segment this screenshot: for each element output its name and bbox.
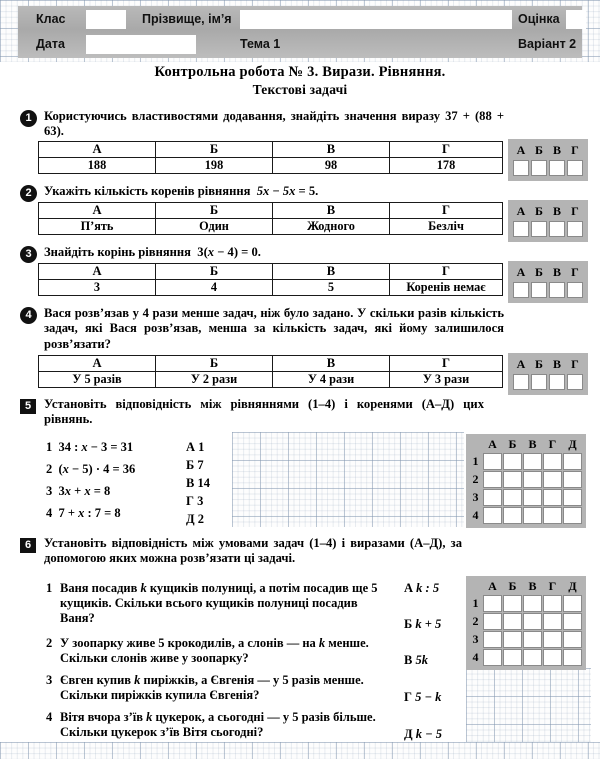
date-input[interactable] [86, 35, 196, 54]
question-2-text: Укажіть кількість коренів рівняння 5x − 5x = 5. [44, 184, 319, 198]
grid-cell[interactable] [503, 595, 522, 612]
grid-cell[interactable] [563, 453, 582, 470]
grid-col-header: Г [548, 579, 557, 593]
q5-choice-v-value: 14 [197, 476, 210, 490]
option-value[interactable]: У 5 разів [39, 372, 156, 388]
option-value[interactable]: 198 [156, 158, 273, 174]
question-1-options-table [38, 141, 503, 174]
grid-cell[interactable] [483, 489, 502, 506]
q5-choice-g [186, 494, 203, 509]
answer-header: В [552, 357, 561, 371]
grid-corner [469, 437, 482, 452]
grid-cell[interactable] [483, 453, 502, 470]
grid-cell[interactable] [503, 613, 522, 630]
grid-cell[interactable] [503, 507, 522, 524]
option-header: А [39, 264, 156, 280]
q6-problem-4-text: Вітя вчора з’їв k цукерок, а сьогодні — у 5 разів більше. Скільки цукерок з’їв Вітя сьогодні? [60, 710, 376, 740]
grid-cell[interactable] [503, 631, 522, 648]
q5-equation-4: 4 7 + x : 7 = 8 [46, 506, 121, 520]
question-2-options-table [38, 202, 503, 235]
q5-choice-b [186, 458, 204, 473]
grid-row-header: 3 [472, 632, 479, 646]
table-row [39, 280, 503, 296]
grid-row-header: 4 [472, 508, 479, 522]
q5-choice-g-value: 3 [197, 494, 204, 508]
q6-problem-2-text: У зоопарку живе 5 крокодилів, а слонів — на k менше. Скільки слонів живе у зоопарку? [60, 636, 369, 666]
q6-problem-2-num: 2 [46, 636, 53, 650]
option-header: Г [390, 203, 503, 219]
answer-header: В [552, 265, 561, 279]
option-header: В [273, 356, 390, 372]
table-row [513, 282, 583, 298]
table-row [513, 143, 583, 158]
answer-header: А [516, 357, 526, 371]
name-input[interactable] [240, 10, 512, 29]
grid-cell[interactable] [563, 471, 582, 488]
question-3-badge: 3 [20, 246, 37, 263]
grid-cell[interactable] [563, 595, 582, 612]
answer-cell[interactable] [567, 221, 583, 237]
q6-choice-a-letter: А [404, 581, 414, 595]
grid-col-header: Д [568, 437, 577, 451]
grid-col-header: Б [508, 437, 517, 451]
option-header: Б [156, 356, 273, 372]
question-4-badge: 4 [20, 307, 37, 324]
answer-cell[interactable] [531, 282, 547, 298]
q6-choice-a [404, 581, 439, 596]
option-value[interactable]: У 2 рази [156, 372, 273, 388]
answer-header: Г [571, 265, 579, 279]
answer-cell[interactable] [549, 160, 565, 176]
class-label: Клас [36, 12, 66, 26]
grid-row-header: 2 [472, 472, 479, 486]
option-value[interactable]: 178 [390, 158, 503, 174]
option-header: А [39, 203, 156, 219]
answer-header: А [516, 143, 526, 157]
q6-choice-g-letter: Г [404, 690, 412, 704]
grid-cell[interactable] [523, 507, 542, 524]
table-row [469, 437, 582, 452]
answer-cell[interactable] [531, 374, 547, 390]
question-4-options-table [38, 355, 503, 388]
q5-choice-d-value: 2 [197, 512, 204, 526]
grid-row-header: 4 [472, 650, 479, 664]
table-row [39, 219, 503, 235]
question-6-badge: 6 [20, 538, 36, 553]
q6-choice-d [404, 727, 442, 742]
q5-equation-1: 1 34 : x − 3 = 31 [46, 440, 134, 454]
option-header: А [39, 356, 156, 372]
q5-equation-2: 2 (x − 5) · 4 = 36 [46, 462, 136, 476]
table-row [469, 507, 582, 524]
option-value[interactable]: Коренів немає [390, 280, 503, 296]
question-3-answer-box [508, 261, 588, 303]
question-5-text: Установіть відповідність між рівняннями (1–4) і коренями (А–Д) цих рівнянь. [44, 397, 484, 427]
grid-row-header: 1 [472, 454, 479, 468]
option-value[interactable]: 188 [39, 158, 156, 174]
q6-choice-v-value: 5k [415, 653, 428, 667]
grid-col-header: А [488, 579, 497, 593]
q5-choice-a [186, 440, 204, 455]
q5-choice-b-value: 7 [197, 458, 204, 472]
grid-row-header: 1 [472, 596, 479, 610]
q5-equation-2-num: 2 [46, 462, 53, 476]
answer-cell[interactable] [513, 160, 529, 176]
question-1-badge: 1 [20, 110, 37, 127]
q5-equation-3: 3 3x + x = 8 [46, 484, 111, 498]
grid-row-header: 2 [472, 614, 479, 628]
question-4-text: Вася розв’язав у 4 рази менше задач, ніж було задано. У скільки разів кількість задач, які Вася розв’язав, менша за кількість задач, які йому залишилося розв’язати? [44, 306, 504, 351]
option-value[interactable]: 98 [273, 158, 390, 174]
grid-col-header: В [528, 437, 537, 451]
table-row [39, 203, 503, 219]
option-header: Б [156, 264, 273, 280]
answer-header: Б [535, 357, 543, 371]
question-1-answer-box [508, 139, 588, 181]
grid-corner [469, 579, 482, 594]
q6-choice-d-letter: Д [404, 727, 413, 741]
grid-cell[interactable] [523, 489, 542, 506]
option-header: А [39, 142, 156, 158]
option-header: Г [390, 264, 503, 280]
answer-cell[interactable] [513, 282, 529, 298]
grid-row-header: 3 [472, 490, 479, 504]
q5-choice-v [186, 476, 210, 491]
question-6-text: Установіть відповідність між умовами задач (1–4) і виразами (А–Д), за допомогою яких можна розв’язати ці задачі. [44, 536, 462, 566]
q5-choice-d-letter: Д [186, 512, 195, 526]
grid-cell[interactable] [523, 649, 542, 666]
q6-problem-3-num: 3 [46, 673, 53, 687]
grid-cell[interactable] [563, 507, 582, 524]
grid-col-header: Г [548, 437, 557, 451]
table-row [469, 489, 582, 506]
variant-label: Варіант 2 [518, 37, 577, 51]
table-row [513, 160, 583, 176]
table-row [469, 471, 582, 488]
grid-cell[interactable] [503, 453, 522, 470]
q6-choice-g-value: 5 − k [415, 690, 442, 704]
grid-cell[interactable] [543, 471, 562, 488]
q5-equation-1-num: 1 [46, 440, 53, 454]
answer-cell[interactable] [513, 374, 529, 390]
q5-choice-v-letter: В [186, 476, 195, 490]
question-4-answer-box [508, 353, 588, 395]
q6-choice-g [404, 690, 441, 705]
grid-cell[interactable] [483, 595, 502, 612]
option-value[interactable]: 3 [39, 280, 156, 296]
q6-choice-b-value: k + 5 [415, 617, 442, 631]
grid-cell[interactable] [523, 471, 542, 488]
graph-paper-bottom [0, 742, 600, 759]
q5-choice-b-letter: Б [186, 458, 195, 472]
table-row [469, 631, 582, 648]
grid-cell[interactable] [543, 453, 562, 470]
grid-cell[interactable] [543, 595, 562, 612]
table-row [469, 613, 582, 630]
topic-label: Тема 1 [240, 37, 281, 51]
answer-header: А [516, 204, 526, 218]
answer-header: Г [571, 143, 579, 157]
answer-cell[interactable] [513, 221, 529, 237]
grid-col-header: Б [508, 579, 517, 593]
q6-problem-1-text: Ваня посадив k кущиків полуниці, а потім посадив ще 5 кущиків. Скільки всього кущиків полуниці посадив Ваня? [60, 581, 378, 626]
question-1-text: Користуючись властивостями додавання, знайдіть значення виразу 37 + (88 + 63). [44, 109, 504, 139]
grade-label: Оцінка [518, 12, 560, 26]
q6-choice-b [404, 617, 441, 632]
table-row [469, 595, 582, 612]
grid-cell[interactable] [563, 613, 582, 630]
answer-cell[interactable] [531, 160, 547, 176]
answer-header: А [516, 265, 526, 279]
grid-cell[interactable] [563, 631, 582, 648]
option-header: Б [156, 203, 273, 219]
option-value[interactable]: П’ять [39, 219, 156, 235]
q6-problem-1-num: 1 [46, 581, 53, 595]
answer-cell[interactable] [567, 160, 583, 176]
grid-cell[interactable] [483, 471, 502, 488]
grid-cell[interactable] [543, 613, 562, 630]
table-row [39, 264, 503, 280]
grade-input[interactable] [566, 10, 586, 29]
option-header: В [273, 142, 390, 158]
grid-cell[interactable] [523, 595, 542, 612]
q6-choice-a-value: k : 5 [416, 581, 440, 595]
q6-choice-d-value: k − 5 [415, 727, 443, 741]
table-row [513, 374, 583, 390]
grid-cell[interactable] [503, 471, 522, 488]
option-header: В [273, 203, 390, 219]
table-row [513, 265, 583, 280]
q5-choice-d [186, 512, 204, 527]
grid-cell[interactable] [523, 631, 542, 648]
option-value[interactable]: У 4 рази [273, 372, 390, 388]
grid-col-header: Д [568, 579, 577, 593]
option-value[interactable]: Безліч [390, 219, 503, 235]
grid-cell[interactable] [483, 631, 502, 648]
grid-col-header: А [488, 437, 497, 451]
table-row [39, 158, 503, 174]
table-row [513, 357, 583, 372]
title-line-1: Контрольна робота № 3. Вирази. Рівняння. [154, 64, 446, 80]
option-header: Г [390, 142, 503, 158]
title-line-2: Текстові задачі [252, 82, 348, 97]
answer-header: Б [535, 143, 543, 157]
answer-cell[interactable] [549, 221, 565, 237]
question-2-answer-box [508, 200, 588, 242]
q5-equation-4-num: 4 [46, 506, 53, 520]
grid-cell[interactable] [483, 613, 502, 630]
q6-problem-4-num: 4 [46, 710, 53, 724]
date-label: Дата [36, 37, 65, 51]
answer-cell[interactable] [549, 282, 565, 298]
option-header: В [273, 264, 390, 280]
grid-cell[interactable] [563, 649, 582, 666]
table-row [469, 453, 582, 470]
option-value[interactable]: 5 [273, 280, 390, 296]
table-row [39, 142, 503, 158]
q5-choice-g-letter: Г [186, 494, 194, 508]
table-row [513, 204, 583, 219]
table-row [39, 372, 503, 388]
answer-cell[interactable] [567, 374, 583, 390]
option-header: Г [390, 356, 503, 372]
q5-choice-a-value: 1 [198, 440, 205, 454]
question-3-options-table [38, 263, 503, 296]
q5-choice-a-letter: А [186, 440, 196, 454]
option-header: Б [156, 142, 273, 158]
grid-cell[interactable] [503, 649, 522, 666]
table-row [469, 649, 582, 666]
q6-problem-3-text: Євген купив k пиріжків, а Євгенія — у 5 разів менше. Скільки пиріжків купила Євгенія? [60, 673, 364, 703]
grid-cell[interactable] [543, 631, 562, 648]
answer-header: Б [535, 265, 543, 279]
question-6-matching-grid [466, 576, 586, 670]
grid-cell[interactable] [523, 613, 542, 630]
page-title [0, 64, 600, 98]
question-5-badge: 5 [20, 399, 36, 414]
answer-cell[interactable] [531, 221, 547, 237]
grid-cell[interactable] [543, 489, 562, 506]
q5-equation-3-num: 3 [46, 484, 53, 498]
answer-header: Г [571, 204, 579, 218]
answer-header: Б [535, 204, 543, 218]
worksheet-header [18, 6, 582, 58]
q6-choice-b-letter: Б [404, 617, 413, 631]
option-value[interactable]: Один [156, 219, 273, 235]
answer-header: Г [571, 357, 579, 371]
answer-cell[interactable] [549, 374, 565, 390]
grid-col-header: В [528, 579, 537, 593]
q6-choice-v [404, 653, 428, 668]
grid-cell[interactable] [483, 649, 502, 666]
answer-header: В [552, 204, 561, 218]
answer-header: В [552, 143, 561, 157]
grid-cell[interactable] [543, 649, 562, 666]
table-row [39, 356, 503, 372]
grid-cell[interactable] [563, 489, 582, 506]
grid-cell[interactable] [523, 453, 542, 470]
name-label: Прізвище, ім’я [142, 12, 232, 26]
answer-cell[interactable] [567, 282, 583, 298]
graph-paper-q5 [232, 432, 464, 527]
grid-cell[interactable] [483, 507, 502, 524]
q6-choice-v-letter: В [404, 653, 413, 667]
grid-cell[interactable] [503, 489, 522, 506]
class-input[interactable] [86, 10, 126, 29]
option-value[interactable]: 4 [156, 280, 273, 296]
option-value[interactable]: Жодного [273, 219, 390, 235]
table-row [513, 221, 583, 237]
option-value[interactable]: У 3 рази [390, 372, 503, 388]
question-5-matching-grid [466, 434, 586, 528]
table-row [469, 579, 582, 594]
question-2-badge: 2 [20, 185, 37, 202]
grid-cell[interactable] [543, 507, 562, 524]
question-3-text: Знайдіть корінь рівняння 3(x − 4) = 0. [44, 245, 261, 259]
